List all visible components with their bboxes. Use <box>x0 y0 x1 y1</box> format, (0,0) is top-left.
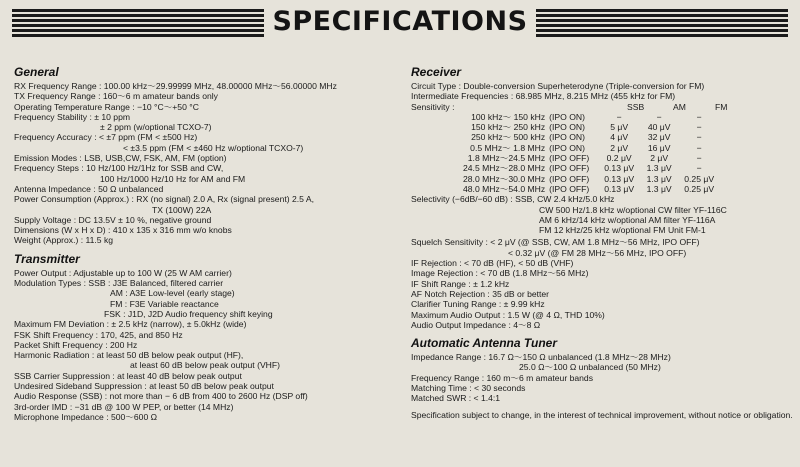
sensitivity-ipo: (IPO OFF) <box>549 153 590 164</box>
sensitivity-fm: − <box>696 111 702 122</box>
sensitivity-fm: − <box>696 132 702 143</box>
sensitivity-am: 1.3 μV <box>646 163 672 174</box>
footnote <box>411 410 796 421</box>
sensitivity-row <box>463 132 721 142</box>
sensitivity-row <box>463 184 721 194</box>
spec-line: Maximum Audio Output : 1.5 W (@ 4 Ω, THD 10%) <box>411 309 605 320</box>
spec-line: Dimensions (W x H x D) : 410 x 135 x 316 mm w/o knobs <box>14 225 232 236</box>
sensitivity-ipo: (IPO OFF) <box>549 173 590 184</box>
spec-line: Maximum FM Deviation : ± 2.5 kHz (narrow), ± 5.0kHz (wide) <box>14 319 247 330</box>
spec-line: Packet Shift Frequency : 200 Hz <box>14 339 138 350</box>
spec-line: IF Shift Range : ± 1.2 kHz <box>411 278 510 289</box>
spec-line: Supply Voltage : DC 13.5V ± 10 %, negative ground <box>14 214 212 225</box>
sensitivity-am: 40 μV <box>647 122 671 133</box>
sensitivity-ssb: 0.13 μV <box>604 173 635 184</box>
sensitivity-table <box>463 112 721 194</box>
spec-line: RX Frequency Range : 100.00 kHz～29.99999 MHz, 48.00000 MHz～56.00000 MHz <box>14 81 337 91</box>
spec-line: TX Frequency Range : 160～6 m amateur bands only <box>14 91 218 102</box>
sensitivity-range: 48.0 MHz～54.0 MHz <box>463 183 546 194</box>
spec-line: IF Rejection : < 70 dB (HF), < 50 dB (VHF) <box>411 258 574 269</box>
sensitivity-header <box>411 102 796 112</box>
sensitivity-row <box>463 143 721 153</box>
spec-line: Frequency Accuracy : < ±7 ppm (FM < ±500 Hz) <box>14 132 198 143</box>
spec-line: Emission Modes : LSB, USB,CW, FSK, AM, FM (option) <box>14 153 227 164</box>
sensitivity-ssb: 0.13 μV <box>604 183 635 194</box>
spec-line: Power Output : Adjustable up to 100 W (25 W AM carrier) <box>14 267 232 278</box>
sensitivity-fm: − <box>696 142 702 153</box>
sensitivity-ipo: (IPO ON) <box>549 132 585 143</box>
spec-line: 100 Hz/1000 Hz/10 Hz for AM and FM <box>100 173 246 184</box>
spec-line: FM 12 kHz/25 kHz w/optional FM Unit FM-1 <box>539 225 706 236</box>
sensitivity-row <box>463 163 721 173</box>
spec-line: FM : F3E Variable reactance <box>110 298 219 309</box>
decorative-stripes-left <box>12 9 264 37</box>
sensitivity-row <box>463 112 721 122</box>
spec-line: 3rd-order IMD : −31 dB @ 100 W PEP, or better (14 MHz) <box>14 401 234 412</box>
spec-line: Intermediate Frequencies : 68.985 MHz, 8.215 MHz (455 kHz for FM) <box>411 91 676 102</box>
spec-line: Selectivity (−6dB/−60 dB) : SSB, CW 2.4 kHz/5.0 kHz <box>411 194 615 205</box>
sensitivity-fm: − <box>696 163 702 174</box>
sensitivity-am: − <box>656 111 662 122</box>
sensitivity-ipo: (IPO ON) <box>549 111 585 122</box>
spec-line: Microphone Impedance : 500～600 Ω <box>14 411 158 422</box>
sensitivity-ipo: (IPO OFF) <box>549 163 590 174</box>
spec-line: Matched SWR : < 1.4:1 <box>411 393 501 404</box>
sensitivity-fm: − <box>696 153 702 164</box>
sensitivity-range: 1.8 MHz～24.5 MHz <box>467 153 546 164</box>
spec-line: Frequency Steps : 10 Hz/100 Hz/1Hz for SSB and CW, <box>14 163 224 174</box>
spec-line: Operating Temperature Range : −10 °C～+50 °C <box>14 101 199 112</box>
spec-line: Impedance Range : 16.7 Ω～150 Ω unbalanced (1.8 MHz～28 MHz) <box>411 352 671 363</box>
sensitivity-range: 28.0 MHz～30.0 MHz <box>463 173 546 184</box>
sensitivity-row <box>463 174 721 184</box>
spec-line: < ±3.5 ppm (FM < ±460 Hz w/optional TCXO-7) <box>123 142 304 153</box>
spec-line: TX (100W) 22A <box>152 204 212 215</box>
sensitivity-col-ssb: SSB <box>627 101 645 112</box>
spec-line: Audio Output Impedance : 4～8 Ω <box>411 319 541 330</box>
spec-line: ± 2 ppm (w/optional TCXO-7) <box>100 122 212 133</box>
sensitivity-fm: 0.25 μV <box>684 183 715 194</box>
sensitivity-ssb: 4 μV <box>610 132 629 143</box>
spec-line: AF Notch Rejection : 35 dB or better <box>411 288 550 299</box>
sensitivity-ssb: 0.2 μV <box>606 153 632 164</box>
section-heading-transmitter: Transmitter <box>14 251 80 266</box>
spec-line: Image Rejection : < 70 dB (1.8 MHz～56 MHz) <box>411 268 589 279</box>
decorative-stripes-right <box>536 9 788 37</box>
spec-line: Audio Response (SSB) : not more than − 6 dB from 400 to 2600 Hz (DSP off) <box>14 391 308 402</box>
sensitivity-am: 16 μV <box>647 142 671 153</box>
spec-line: Undesired Sideband Suppression : at least 50 dB below peak output <box>14 381 274 392</box>
sensitivity-range: 24.5 MHz～28.0 MHz <box>463 163 546 174</box>
sensitivity-range: 150 kHz～ 250 kHz <box>471 122 546 133</box>
spec-line: Circuit Type : Double-conversion Superheterodyne (Triple-conversion for FM) <box>411 81 705 91</box>
spec-line: Squelch Sensitivity : < 2 μV (@ SSB, CW, AM 1.8 MHz～56 MHz, IPO OFF) <box>411 237 700 248</box>
sensitivity-ipo: (IPO OFF) <box>549 183 590 194</box>
section-heading-tuner: Automatic Antenna Tuner <box>411 336 558 351</box>
header-banner <box>0 0 800 50</box>
left-column <box>14 64 394 422</box>
sensitivity-ssb: 0.13 μV <box>604 163 635 174</box>
spec-line: < 0.32 μV (@ FM 28 MHz～56 MHz, IPO OFF) <box>508 247 687 258</box>
spec-line: Power Consumption (Approx.) : RX (no signal) 2.0 A, Rx (signal present) 2.5 A, <box>14 194 314 205</box>
sensitivity-am: 1.3 μV <box>646 183 672 194</box>
sensitivity-ssb: − <box>616 111 622 122</box>
spec-line: CW 500 Hz/1.8 kHz w/optional CW filter YF-116C <box>539 204 727 215</box>
sensitivity-am: 32 μV <box>647 132 671 143</box>
sensitivity-row <box>463 153 721 163</box>
sensitivity-ssb: 5 μV <box>610 122 629 133</box>
spec-line: Modulation Types : SSB : J3E Balanced, filtered carrier <box>14 278 224 289</box>
spec-line: SSB Carrier Suppression : at least 40 dB below peak output <box>14 370 242 381</box>
spec-line: AM 6 kHz/14 kHz w/optional AM filter YF-116A <box>539 214 716 225</box>
sensitivity-range: 100 kHz～ 150 kHz <box>471 111 546 122</box>
sensitivity-am: 1.3 μV <box>646 173 672 184</box>
spec-line: Frequency Range : 160 m～6 m amateur bands <box>411 372 593 383</box>
page-title: SPECIFICATIONS <box>272 6 528 37</box>
spec-line: AM : A3E Low-level (early stage) <box>110 288 235 299</box>
sensitivity-am: 2 μV <box>650 153 669 164</box>
sensitivity-fm: − <box>696 122 702 133</box>
spec-line: at least 60 dB below peak output (VHF) <box>130 360 280 371</box>
right-column <box>411 64 796 420</box>
sensitivity-row <box>463 122 721 132</box>
sensitivity-col-fm: FM <box>715 101 728 112</box>
sensitivity-label: Sensitivity : <box>411 101 455 112</box>
sensitivity-range: 250 kHz～ 500 kHz <box>471 132 546 143</box>
spec-line: FSK : J1D, J2D Audio frequency shift keying <box>104 308 273 319</box>
spec-line: Clarifier Tuning Range : ± 9.99 kHz <box>411 299 545 310</box>
section-heading-receiver: Receiver <box>411 65 462 79</box>
section-heading-general: General <box>14 65 59 79</box>
sensitivity-ipo: (IPO ON) <box>549 142 585 153</box>
spec-line: Weight (Approx.) : 11.5 kg <box>14 235 114 246</box>
spec-line: Matching Time : < 30 seconds <box>411 383 526 394</box>
spec-line: Frequency Stability : ± 10 ppm <box>14 111 131 122</box>
sensitivity-fm: 0.25 μV <box>684 173 715 184</box>
spec-line: Antenna Impedance : 50 Ω unbalanced <box>14 183 164 194</box>
spec-line: FSK Shift Frequency : 170, 425, and 850 Hz <box>14 329 183 340</box>
sensitivity-range: 0.5 MHz～ 1.8 MHz <box>470 142 546 153</box>
spec-line: Harmonic Radiation : at least 50 dB below peak output (HF), <box>14 350 244 361</box>
footnote-text: Specification subject to change, in the interest of technical improvement, without notice or obligation. <box>411 409 793 420</box>
sensitivity-ipo: (IPO ON) <box>549 122 585 133</box>
spec-line: 25.0 Ω～100 Ω unbalanced (50 MHz) <box>519 362 661 373</box>
sensitivity-ssb: 2 μV <box>610 142 629 153</box>
sensitivity-col-am: AM <box>673 101 686 112</box>
